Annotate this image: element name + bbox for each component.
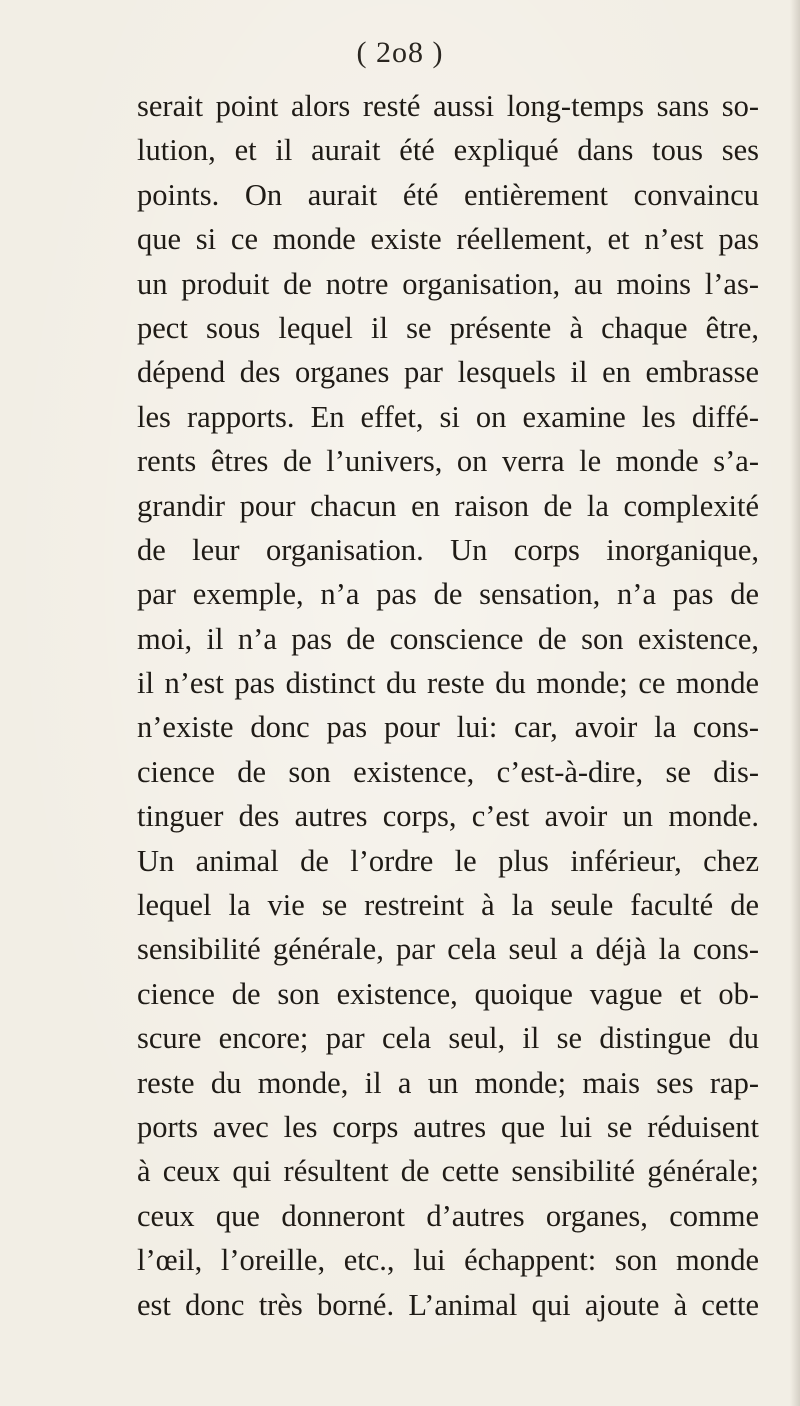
text-line: ceux que donneront d’autres organes, comme xyxy=(137,1198,759,1233)
page-edge-shadow xyxy=(790,0,800,1406)
text-line: pect sous lequel il se présente à chaque être, xyxy=(137,310,759,345)
text-line: grandir pour chacun en raison de la complexité xyxy=(137,488,759,523)
text-line: que si ce monde existe réellement, et n’est pas xyxy=(137,222,759,257)
text-line: cience de son existence, quoique vague et ob- xyxy=(137,976,759,1011)
text-line: lequel la vie se restreint à la seule faculté de xyxy=(137,888,759,923)
page-number: ( 2o8 ) xyxy=(356,36,444,69)
text-line: un produit de notre organisation, au moins l’as- xyxy=(137,266,759,301)
text-line: Un animal de l’ordre le plus inférieur, chez xyxy=(137,843,759,878)
text-line: rents êtres de l’univers, on verra le monde s’a- xyxy=(137,444,759,479)
text-line: tinguer des autres corps, c’est avoir un monde. xyxy=(137,799,759,834)
text-line: est donc très borné. L’animal qui ajoute à cette xyxy=(137,1287,759,1322)
text-line: scure encore; par cela seul, il se distingue du xyxy=(137,1021,759,1056)
text-line: de leur organisation. Un corps inorganique, xyxy=(137,532,759,567)
text-line: lution, et il aurait été expliqué dans tous ses xyxy=(137,133,759,168)
text-line: cience de son existence, c’est-à-dire, se dis- xyxy=(137,754,759,789)
text-line: l’œil, l’oreille, etc., lui échappent: son monde xyxy=(137,1243,759,1278)
text-line: points. On aurait été entièrement convaincu xyxy=(137,177,759,212)
text-line: sensibilité générale, par cela seul a déjà la cons- xyxy=(137,932,759,967)
text-line: à ceux qui résultent de cette sensibilité générale; xyxy=(137,1154,759,1189)
text-line: n’existe donc pas pour lui: car, avoir la cons- xyxy=(137,710,759,745)
text-line: par exemple, n’a pas de sensation, n’a pas de xyxy=(137,577,759,612)
text-line: dépend des organes par lesquels il en embrasse xyxy=(137,355,759,390)
text-line: il n’est pas distinct du reste du monde; ce monde xyxy=(137,666,759,701)
text-line: ports avec les corps autres que lui se réduisent xyxy=(137,1109,759,1144)
body-text xyxy=(137,84,759,1327)
text-line: reste du monde, il a un monde; mais ses rap- xyxy=(137,1065,759,1100)
text-line: serait point alors resté aussi long-temps sans so- xyxy=(137,89,759,123)
text-line: moi, il n’a pas de conscience de son existence, xyxy=(137,621,759,656)
text-line: les rapports. En effet, si on examine les diffé- xyxy=(137,399,759,434)
